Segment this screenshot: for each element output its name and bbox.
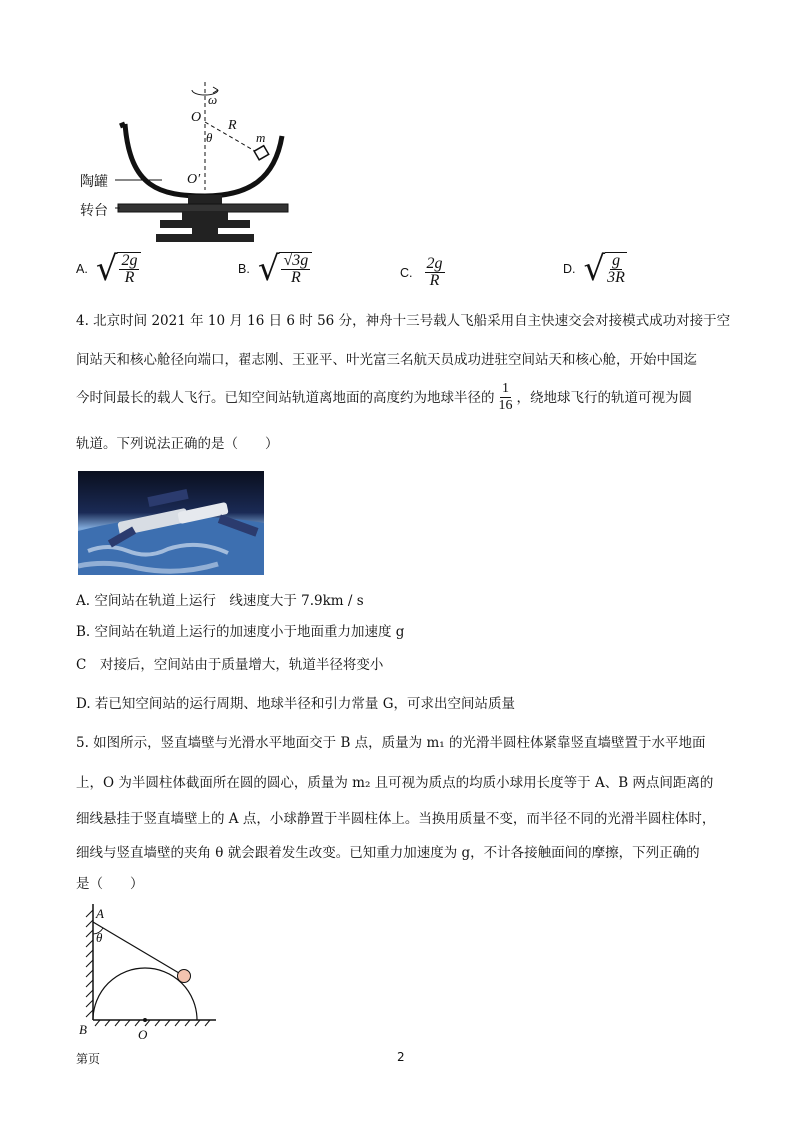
turntable-label: 转台: [80, 203, 108, 219]
option-a-denominator: R: [124, 269, 135, 286]
option-b-label: B.: [238, 262, 250, 276]
radius-R-label: R: [228, 118, 237, 133]
option-a-label: A.: [76, 262, 88, 276]
option-c-formula: [425, 256, 445, 289]
pot-label: 陶罐: [80, 174, 108, 190]
option-d-denominator: 3R: [607, 269, 625, 286]
q4-fraction-numerator: 1: [502, 381, 509, 396]
option-c-label: C.: [400, 265, 413, 280]
pot-turntable-figure: [70, 78, 310, 248]
option-d-label: D.: [563, 262, 576, 276]
point-B-label: B: [79, 1022, 87, 1037]
q4-line-3-pre: 今时间最长的载人飞行。已知空间站轨道离地面的高度约为地球半径的: [76, 389, 495, 406]
option-b-numerator: √3g: [283, 252, 309, 269]
q4-fraction: [499, 381, 513, 414]
option-a-formula: √ $\frac{2g}{R}$: [96, 252, 142, 286]
q5-line-1: 5. 如图所示，竖直墙壁与光滑水平地面交于 B 点，质量为 m₁ 的光滑半圆柱体紧靠竖直墙壁置于水平地面: [76, 735, 706, 751]
q4-line-4: 轨道。下列说法正确的是（ ）: [76, 436, 279, 452]
q4-option-a[interactable]: A. 空间站在轨道上运行 线速度大于 7.9km / s: [76, 593, 364, 609]
q3-option-d[interactable]: [563, 249, 627, 289]
q5-line-3: 细线悬挂于竖直墙壁上的 A 点，小球静置于半圆柱体上。当换用质量不变，而半径不同的光滑半圆柱体时，: [76, 811, 716, 827]
q4-line-2: 间站天和核心舱径向端口，翟志刚、王亚平、叶光富三名航天员成功进驻空间站天和核心舱，开始中国迄: [76, 352, 697, 368]
theta-label-1: θ: [206, 130, 213, 145]
option-a-numerator: 2g: [121, 252, 138, 269]
theta-label-2: θ: [96, 930, 103, 945]
q5-line-2: 上，O 为半圆柱体截面所在圆的圆心，质量为 m₂ 且可视为质点的均质小球用长度等于 A、B 两点间距离的: [76, 775, 714, 791]
option-b-denominator: R: [290, 269, 301, 286]
option-c-numerator: 2g: [426, 255, 443, 272]
q5-line-4: 细线与竖直墙壁的夹角 θ 就会跟着发生改变。已知重力加速度为 g，不计各接触面间的摩擦，下列正确的: [76, 845, 700, 861]
q5-line-5: 是（ ）: [76, 876, 144, 892]
q4-option-b[interactable]: B. 空间站在轨道上运行的加速度小于地面重力加速度 g: [76, 624, 405, 640]
q3-option-c[interactable]: [400, 256, 445, 289]
q4-line-3: [76, 381, 692, 414]
q4-line-3-post: ，绕地球飞行的轨道可视为圆: [516, 389, 692, 406]
option-d-formula: √ $\frac{g}{3R}$: [583, 249, 625, 289]
omega-label: ω: [208, 92, 218, 107]
option-d-numerator: g: [612, 252, 621, 269]
q4-option-c[interactable]: C 对接后，空间站由于质量增大，轨道半径将变小: [76, 657, 384, 673]
q4-line-1: 4. 北京时间 2021 年 10 月 16 日 6 时 56 分，神舟十三号载人飞船采用自主快速交会对接模式成功对接于空: [76, 313, 731, 329]
bottom-O-prime-label: O′: [187, 172, 201, 187]
q4-option-d[interactable]: D. 若已知空间站的运行周期、地球半径和引力常量 G，可求出空间站质量: [76, 696, 515, 712]
center-O-label: O: [191, 110, 202, 125]
center-O-label-2: O: [138, 1027, 148, 1042]
q3-option-a[interactable]: [76, 249, 141, 289]
option-c-denominator: R: [429, 272, 440, 289]
space-station-photo: [78, 471, 264, 575]
page-number: 2: [397, 1050, 405, 1064]
option-b-formula: √ $\frac{√3g}{R}$: [258, 252, 312, 286]
q4-fraction-denominator: 16: [498, 398, 513, 413]
mass-m-label: m: [256, 130, 266, 145]
q3-option-b[interactable]: [238, 249, 312, 289]
point-A-label: A: [96, 906, 104, 921]
footer-left-text: 第页: [76, 1052, 101, 1066]
